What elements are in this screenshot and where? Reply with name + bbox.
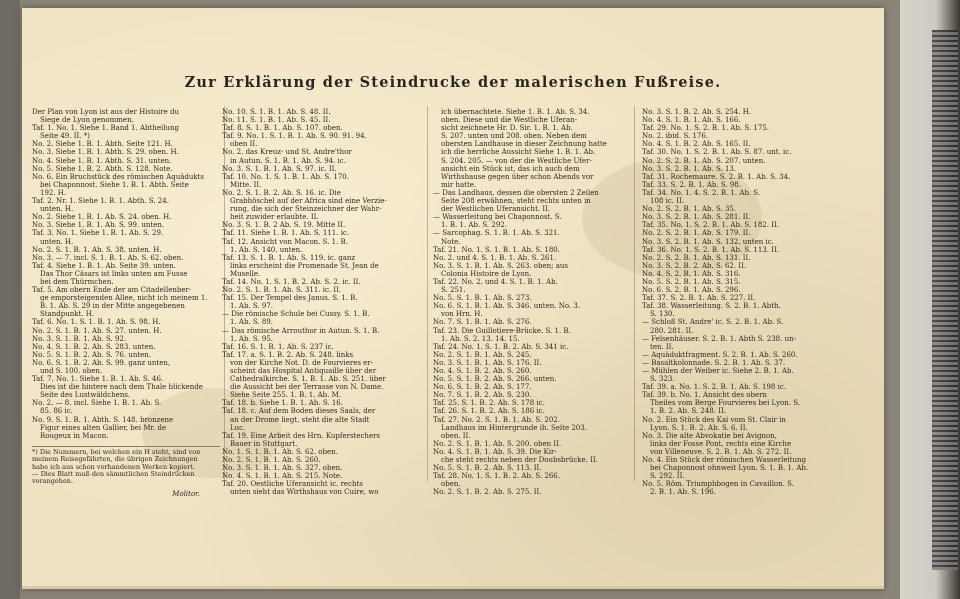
text-line: — Das Landhaus, dessen die obersten 2 Zeilen xyxy=(433,188,599,197)
backdrop-left xyxy=(0,0,20,599)
text-line: Siehe Seite 255. 1. B. 1. Ab. M. xyxy=(230,391,342,400)
text-line: 1. B. 2. Ab. S. 248. II. xyxy=(650,407,726,416)
text-line: ge emporsteigenden Allee, nicht ich meinem 1. xyxy=(40,294,208,303)
text-line: No. 7. S. 1. B. 1. Ab. S. 276. xyxy=(433,318,532,327)
text-line: No. 5. S. 2. B. 1. Ab. S. 315. xyxy=(642,277,741,286)
text-line: Taf. 34. No. 1. 4. S. 2. B. 1. Ab. S. xyxy=(642,188,761,197)
text-line: 108 ic. II. xyxy=(650,197,684,206)
text-line: Rougeux in Macon. xyxy=(40,431,109,440)
text-line: Taf. 18. b. Siehe 1. B. 1. Ab. S. 16. xyxy=(222,399,343,408)
text-line: Taf. 13. S. 1. B. 1. Ab. S. 119. ic. ganz xyxy=(222,253,356,262)
text-line: No. 2. S. 1. B. 2. Ab. S. 16. ic. Die xyxy=(222,188,341,197)
text-line: No. 6. S. 1. B. 2. Ab. S. 99. ganz unten, xyxy=(32,358,171,367)
text-line: No. 1. S. 1. B. 1. Ab. S. 62. oben. xyxy=(222,447,338,456)
text-line: No. 4. Ein Stück der römischen Wasserleitung xyxy=(642,456,807,465)
text-line: Taf. 37. S. 2. B. 1. Ab. S. 227. II. xyxy=(642,294,756,303)
text-line: der Westlichen Uferansicht. II. xyxy=(441,205,551,214)
text-line: von Villeneuve. S. 2. B. 1. Ab. S. 272. II. xyxy=(650,447,792,456)
text-line: No. 6. S. 1. B. 1. Ab. S. 346. unten. No. 3. xyxy=(433,302,581,311)
text-line: bei Chaponnost. Siehe 1. B. 1. Abth. Seite xyxy=(40,180,189,189)
text-line: Taf. 6. No. 1. S. 1. B. 1. Ab. S. 98. H. xyxy=(32,318,161,327)
text-line: Taf. 7. No. 1. Siehe 1. B. 1. Ab. S. 46. xyxy=(32,375,164,384)
text-line: Taf. 3. No. 1. Siehe 1. B. 1. Ab. S. 29. xyxy=(32,229,164,238)
text-line: Taf. 29. No. 1. S. 2. B. 1. Ab. S. 175. xyxy=(642,124,769,133)
text-line: — Das römische Arrouthor in Autun. S. 1. B. xyxy=(222,326,380,335)
signature: Molitor. xyxy=(172,489,200,498)
text-line: Figur eines alten Gallier, bei Mr. de xyxy=(40,423,167,432)
text-line: — Sarcophag. S. 1. B. 1. Ab. S. 321. xyxy=(433,229,560,238)
text-line: No. 6. S. 1. B. 2. Ab. S. 177. xyxy=(433,383,532,392)
text-line: links erscheint die Promenade St. Jean de xyxy=(230,261,379,270)
footnote-line: — Dies Blatt muß den sämmtlichen Steindrücken xyxy=(32,471,195,479)
text-line: — Aquäduktfragment. S. 2. B. 1. Ab. S. 260. xyxy=(642,350,798,359)
text-line: Taf. 30. No. 1. S. 2. B. 1. Ab. S. 87. unt. ic. xyxy=(642,148,792,157)
text-line: die Aussicht bei der Terrasse von N. Dame. xyxy=(230,383,384,392)
text-line: Der Plan von Lyon ist aus der Histoire du xyxy=(32,108,179,116)
text-line: unten. H. xyxy=(40,237,74,246)
text-line: No. 2. und 4. S. 1. B. 1. Ab. S. 261. xyxy=(433,253,557,262)
text-line: von Hrn. H. xyxy=(441,310,483,319)
text-line: 1. B. 1. Ab. S. 292. xyxy=(441,221,507,230)
text-line: Taf. 38. Wasserleitung. S. 2. B. 1. Abth. xyxy=(642,302,781,311)
text-line: No. 3. S. 2. B. 1. Ab. S. 132. unten ic. xyxy=(642,237,774,246)
text-line: No. 3. S. 1. B. 2 Ab. S. 19. Mitte II. xyxy=(222,221,346,230)
text-line: sicht zeichnete Hr. D. Sir. 1. B. 1. Ab. xyxy=(441,124,573,133)
text-line: Taf. 9. No. 1. S. 1. B. 1. Ab. S. 90. 91. 94. xyxy=(222,132,367,141)
footnote-line: vorangehen. xyxy=(32,478,74,486)
text-line: S. 204. 205. — von der die Westliche Ufer- xyxy=(441,156,592,165)
text-line: 1. Ab. S. 97. xyxy=(230,302,274,311)
text-line: Luc. xyxy=(230,423,246,432)
text-line: No. 3. S. 1. B. 1. Ab. S. 327. oben. xyxy=(222,464,343,473)
text-line: S. 292. II. xyxy=(650,472,685,481)
text-line: Taf. 23. Die Guillotiere-Brücke. S. 1. B. xyxy=(433,326,571,335)
text-line: No. 4. S. 1. B. 2. Ab. S. 165. II. xyxy=(642,140,751,149)
text-line: Taf. 2. Nr. 1. Siehe 1. B. 1. Abth. S. 24. xyxy=(32,197,169,206)
text-line: Taf. 22. No. 2. und 4. S. 1. B. 1. Ab. xyxy=(433,277,558,286)
text-line: Taf. 16. S. 1. B. 1. Ab. S. 237 ic. xyxy=(222,342,334,351)
text-line: unten. H. xyxy=(40,205,74,214)
text-line: No. 4. Siehe 1. B. 1. Abth. S. 31. unten. xyxy=(32,156,172,165)
text-line: Standpunkt. H. xyxy=(40,310,95,319)
text-line: No. 5. S. 1. B. 2. Ab. S. 76. unten. xyxy=(32,350,152,359)
text-line: No. 3. S. 1. B. 1. Ab. S. 92. xyxy=(32,334,127,343)
column-lines xyxy=(642,108,842,497)
text-line: No. 2. S. 2. B. 1. Ab. S. 35. xyxy=(642,205,737,214)
text-line: Mitte. II. xyxy=(230,180,262,189)
text-line: Taf. 20. Oestliche Uferansicht ic. rechts xyxy=(222,480,363,489)
text-line: Taf. 14. No. 1. S. 1. B. 2. Ab. S. 2. ic. II. xyxy=(222,277,361,286)
text-line: heit zuwider erlaubte. II. xyxy=(230,213,319,222)
text-line: No. 4. S. 1. B. 1. Ab. S. 166. xyxy=(642,116,741,125)
text-line: No. 4. S. 1. B. 2. Ab. S. 260. xyxy=(433,367,532,375)
page-title: Zur Erklärung der Steindrucke der malerischen Fußreise. xyxy=(184,74,722,91)
text-column-2 xyxy=(222,108,410,497)
text-line: No. 11. S. 1. B. 1. Ab. S. 45. II. xyxy=(222,116,331,125)
text-line: No. 3. S. 2. B. 2. Ab. S. 62. II. xyxy=(642,261,747,270)
text-line: mir hatte. xyxy=(441,180,477,189)
text-line: rung, die sich der Steinzeichner der Wahr- xyxy=(230,205,382,214)
text-line: No. 4. S. 1. B. 1. Ab. S. 215. Note. xyxy=(222,472,343,481)
column-divider xyxy=(427,106,428,481)
text-line: 1. Ab. S. 95. xyxy=(230,334,274,343)
footnote-line: habe ich aus schon vorhandenen Werken kopiert. xyxy=(32,463,195,471)
text-line: No. 3. Siehe 1. B. 1. Abth. S. 29. oben. H. xyxy=(32,148,179,157)
text-line: ansicht ein Stück ist, das ich auch dem xyxy=(441,164,580,173)
column-lines xyxy=(222,108,410,497)
text-line: No. 2. S. 1. B. 1. Ab. S. 38. unten. H. xyxy=(32,245,162,254)
text-line: Taf. 39. b. No. 1. Ansicht des obern xyxy=(642,391,767,400)
text-line: bei Chaponnost ohnweit Lyon. S. 1. B. 1. Ab. xyxy=(650,464,809,473)
text-line: Seite des Lustwäldchens. xyxy=(40,391,131,400)
text-line: No. 2. S. 1. B. 2. Ab. S. 275. II. xyxy=(433,488,542,497)
text-line: bei dem Thürmchen. xyxy=(40,277,114,286)
text-line: No. 3. S. 1. B. 2. Ab. S. 254. H. xyxy=(642,108,752,116)
text-line: No. 4. S. 1. B. 1. Ab. S. 39. Die Kir- xyxy=(433,447,557,456)
text-line: No. 2. S. 1. B. 1. Ab. S. 260. xyxy=(222,456,321,465)
text-line: 1. Ab. S. 140. unten. xyxy=(230,245,303,254)
text-line: 192. H. xyxy=(40,188,67,197)
text-line: Grabhöschel auf der Africa sind eine Verzie- xyxy=(230,197,387,206)
text-line: oben. xyxy=(441,480,461,489)
text-line: No. 2. — 8. incl. Siehe 1. B. 1. Ab. S. xyxy=(32,399,162,408)
text-line: von der Kirche Not. D. de Fourvieres er- xyxy=(230,358,374,367)
text-line: — Die römische Schule bei Cussy. S. 1. B. xyxy=(222,310,370,319)
text-line: 2. B. 1. Ab. S. 196. xyxy=(650,488,716,497)
column-divider xyxy=(634,106,635,481)
text-line: No. 4. S. 1. B. 2. Ab. S. 283. unten. xyxy=(32,342,156,351)
text-line: No. 9. S. 1. B. 1. Abth. S. 148. bronzene xyxy=(32,415,174,424)
text-line: Taf. 1. No. 1. Siehe 1. Band 1. Abtheilung xyxy=(32,124,179,133)
text-line: 1. Ab. S. 2. 13. 14. 15. xyxy=(441,334,520,343)
text-line: Seite 49. II. *) xyxy=(40,132,90,141)
text-line: No. 2. Siehe 1. B. 1. Ab. S. 24. oben. H. xyxy=(32,213,172,222)
text-line: No. 2. S. 2. B. 1. Ab. S. 131. II. xyxy=(642,253,751,262)
text-line: No. 7. S. 1. B. 2. Ab. S. 230. xyxy=(433,391,532,400)
text-line: Taf. 4. Siehe 1. B. 1. Ab. Seite 39. unten. xyxy=(32,261,176,270)
text-line: obersten Landhause in dieser Zeichnung hatte xyxy=(441,140,607,149)
text-line: Lyon. S. 1. B. 2. Ab. S. 6. II. xyxy=(650,423,748,432)
text-line: oben II. xyxy=(230,140,258,149)
text-line: Note. xyxy=(441,237,461,246)
text-line: Taf. 27. No. 2. S. 1. B. 1. Ab. S. 202. xyxy=(433,415,560,424)
footnote xyxy=(32,446,220,486)
text-line: Taf. 26. S. 1. B. 2. Ab. S. 186 ic. xyxy=(433,407,545,416)
text-line: No. 2. S. 2. B. 1. Ab. S. 179. II. xyxy=(642,229,751,238)
text-line: No. 5. Röm. Triumphbogen in Cavaillon. S. xyxy=(642,480,794,489)
text-line: Taf. 5. Am obern Ende der am Citadellenber- xyxy=(32,286,192,295)
text-line: ten. II. xyxy=(650,342,674,351)
column-lines xyxy=(32,108,220,440)
text-line: Taf. 25. S. 1. B. 2. Ab. S. 178 ic. xyxy=(433,399,545,408)
text-line: ich die herrliche Aussicht Siehe 1. B. 1. Ab. xyxy=(441,148,596,157)
text-line: No. 10. S. 1. B. 1. Ab. S. 48. II. xyxy=(222,108,331,116)
text-line: No. 2. Siehe 1. B. 1. Abth. Seite 121. H. xyxy=(32,140,173,149)
text-line: Muselle. xyxy=(230,269,261,278)
engraving-edge xyxy=(932,30,958,570)
text-line: No. 3. S. 1. B. 1. Ab. S. 97. ic. II. xyxy=(222,164,337,173)
footnote-line: meinem Reisegefährten, die übrigen Zeichnungen xyxy=(32,456,198,464)
text-line: No. 2. das Kreuz- und St. Andre'thor xyxy=(222,148,352,157)
text-line: oben. Diese und die Westliche Uferan- xyxy=(441,116,578,125)
text-line: — Basaltkolonnade. S. 2. B. 1. Ab. S. 37. xyxy=(642,358,786,367)
text-line: Taf. 24. No. 1. S. 1. B. 2. Ab. S. 341 ic. xyxy=(433,342,569,351)
text-line: und S. 100. oben. xyxy=(40,367,103,375)
text-line: No. 3. — 7. incl. S. 1. B. 1. Ab. S. 62. oben. xyxy=(32,253,184,262)
text-line: Taf. 39. a. No. 1. S. 2. B. 1. Ab. S. 198 ic. xyxy=(642,383,786,392)
text-line: 280. 281. II. xyxy=(650,326,694,335)
text-line: No. 5. S. 1. B. 1. Ab. S. 273. xyxy=(433,294,532,303)
text-line: No. 2. S. 1. B. 1. Ab. S. 311. ic. II. xyxy=(222,286,342,295)
text-column-3 xyxy=(433,108,621,497)
text-line: Taf. 28. No. 1. S. 1. B. 2. Ab. S. 266. xyxy=(433,472,560,481)
text-line: No. 2. Ein Stück des Kai vom St. Clair in xyxy=(642,415,786,424)
text-line: No. 2. S. 2. B. 1. Ab. S. 207. unten. xyxy=(642,156,766,165)
text-line: — Wasserleitung bei Chaponnost. S. xyxy=(433,213,562,222)
text-line: B. 1. Ab. S. 29 in der Mitte angegebenen xyxy=(40,302,185,311)
text-line: — Mühlen der Weiber ic. Siehe 2. B. 1. Ab. xyxy=(642,367,794,375)
text-line: No. 3. S. 1. B. 1. Ab. S. 176. II. xyxy=(433,358,542,367)
text-line: Cathedralkirche. S. 1. B. 1. Ab. S. 251. über xyxy=(230,375,386,384)
text-line: ich übernachtete. Siehe 1. B. 1. Ab. S. 34. xyxy=(441,108,590,116)
text-line: an der Drome liegt, steht die alte Stadt xyxy=(230,415,370,424)
text-line: No. 6. S. 2. B. 1. Ab. S. 296. xyxy=(642,286,741,295)
text-line: No. 5. Siehe 1. B. 2. Abth. S. 128. Note. xyxy=(32,164,173,173)
text-line: Das Thor Cäsars ist links unten am Fusse xyxy=(40,269,188,278)
text-line: No. 2. S. 1. B. 1. Ab. S. 27. unten. H. xyxy=(32,326,162,335)
text-line: No. 4. S. 2. B. 1. Ab. S. 316. xyxy=(642,269,741,278)
text-line: Landhaus im Hintergrunde ih. Seite 203. xyxy=(441,423,587,432)
text-line: Taf. 10. No. 1. S. 1. B. 1. Ab. S. 170. xyxy=(222,172,349,181)
column-lines xyxy=(433,108,621,497)
text-line: Taf. 8. S. 1. B. 1. Ab. S. 107. oben. xyxy=(222,124,343,133)
text-line: No. 6. Ein Bruchstück des römischen Aquädukts xyxy=(32,172,205,181)
text-line: No. 2. S. 1. B. 1. Ab. S. 245. xyxy=(433,350,532,359)
text-line: oben. II. xyxy=(441,431,471,440)
text-line: Taf. 33. S. 2. B. 1. Ab. S. 98. xyxy=(642,180,741,189)
text-line: Taf. 31. Rochemaure. S. 2. B. 1. Ab. S. 34. xyxy=(642,172,791,181)
text-line: — Felsenhäuser. S. 2. B. 1. Abth S. 238. un- xyxy=(642,334,796,343)
text-line: Taf. 11. Siehe 1. B. 1. Ab. S. 111. ic. xyxy=(222,229,350,238)
text-column-4 xyxy=(642,108,842,497)
text-line: — Schloß St. Andre' ic. S. 2. B. 1. Ab. S. xyxy=(642,318,784,327)
text-line: No. 3. Die alte Abvokatie bei Avignon, xyxy=(642,431,777,440)
text-line: No. 5. S. 1. B. 2. Ab. S. 266. unten. xyxy=(433,375,557,384)
text-line: Taf. 36. No. 1. S. 2. B. 1. Ab. S. 113. II. xyxy=(642,245,779,254)
text-line: Colonia Histoire de Lyon. xyxy=(441,269,532,278)
text-line: S. 251. xyxy=(441,286,466,295)
text-column-1 xyxy=(32,108,220,498)
text-line: No. 3. S. 2. B. 1. Ab. S. 13. xyxy=(642,164,737,173)
text-line: Taf. 15. Der Tempel des Janus. S. 1. B. xyxy=(222,294,358,303)
footnote-line: *) Die Nummern, bei welchen ein H steht, sind von xyxy=(32,448,201,456)
text-line: 1. Ab. S. 89. xyxy=(230,318,274,327)
text-line: S. 130. xyxy=(650,310,675,319)
text-line: S. 207. unten und 208. oben. Neben dem xyxy=(441,132,587,141)
text-line: Theiles vom Berge Fourvieres bei Lyon. S. xyxy=(650,399,800,408)
text-line: links der Fosse Pont, rechts eine Kirche xyxy=(650,439,792,448)
text-line: Taf. 21. No. 1. S. 1. B. 1. Ab. S. 180. xyxy=(433,245,560,254)
text-line: No. 3. Siehe 1. B. 1. Ab. S. 99. unten. xyxy=(32,221,165,230)
text-line: Taf. 35. No. 1. S. 2. B. 1. Ab. S. 182. II. xyxy=(642,221,779,230)
text-line: Taf. 18. c. Auf dem Boden dieses Saals, der xyxy=(222,407,376,416)
text-line: Taf. 17. a. S. 1. B. 2. Ab. S. 248. links xyxy=(222,350,354,359)
text-line: unten sieht das Wirthshaus von Cuire, wo xyxy=(230,488,379,497)
text-line: scheint das Hospital Antiquaille über der xyxy=(230,367,377,375)
document-sheet xyxy=(22,8,884,589)
text-line: No. 3. S. 2. B. 1. Ab. S. 281. II. xyxy=(642,213,751,222)
text-line: Wirthshause gegen über schon Abends vor xyxy=(441,172,594,181)
text-line: Dies ist die hintere nach dem Thale blickende xyxy=(40,383,203,392)
text-line: in Autun. S. 1. B. 1. Ab. S. 94. ic. xyxy=(230,156,346,165)
text-line: Taf. 19. Eine Arbeit des Hrn. Kupferstechers xyxy=(222,431,381,440)
text-line: che steht rechts neben der Doubsbrücke. II. xyxy=(441,456,598,465)
text-line: Bauer in Stuttgart. xyxy=(230,439,298,448)
text-line: No. 2. ibid. S. 176. xyxy=(642,132,709,141)
text-line: No. 5. S. 1. B. 2. Ab. S. 113. II. xyxy=(433,464,542,473)
text-line: No. 3. S. 1. B. 1. Ab. S. 263. oben; aus xyxy=(433,261,568,270)
text-line: Taf. 12. Ansicht von Macon. S. 1. B. xyxy=(222,237,348,246)
text-line: S. 323. xyxy=(650,375,675,384)
text-line: Seite 208 erwähnen, steht rechts unten in xyxy=(441,197,591,206)
text-line: 85. 86 ic. xyxy=(40,407,73,416)
text-line: No. 2. S. 1. B. 1. Ab. S. 200. oben II. xyxy=(433,439,562,448)
text-line: Siege de Lyon genommen. xyxy=(40,116,134,125)
